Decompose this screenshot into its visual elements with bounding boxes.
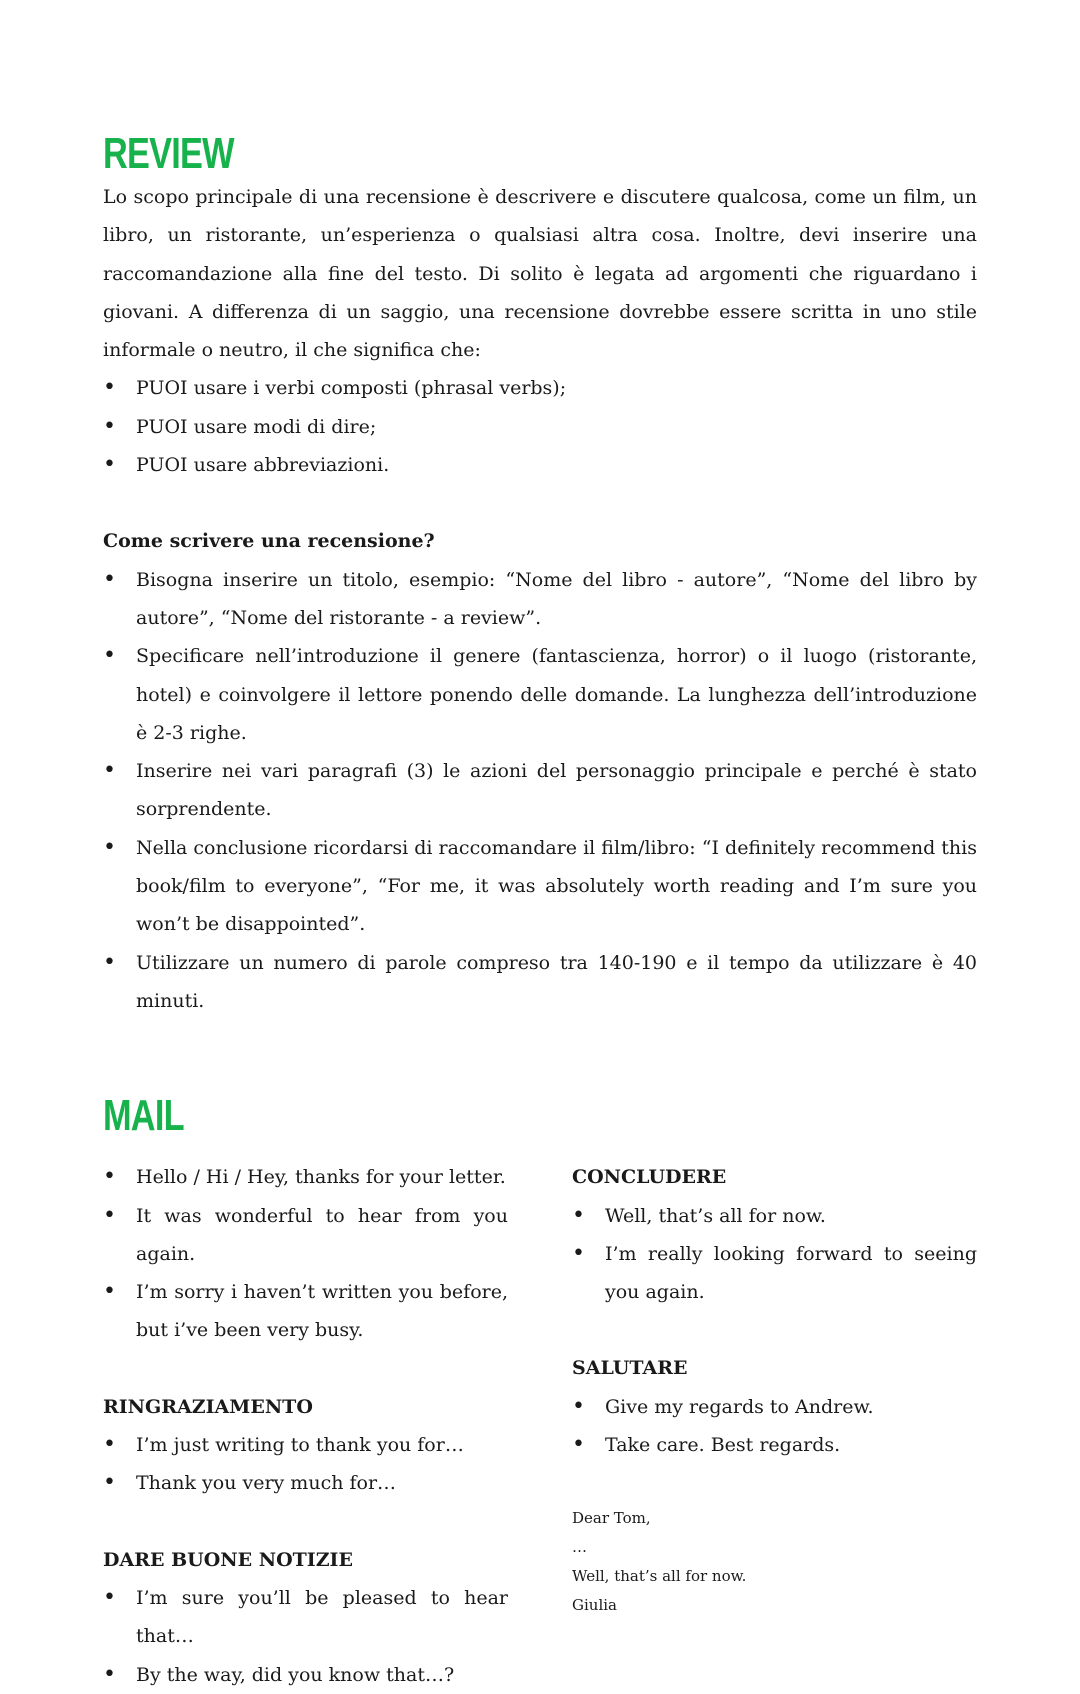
good-news-list (103, 1579, 508, 1694)
mail-columns (103, 1158, 977, 1694)
list-item: • Utilizzare un numero di parole compreso tra 140-190 e il tempo da utilizzare è 40 minuti. (103, 944, 977, 1021)
thanks-list (103, 1426, 508, 1503)
document-page (103, 130, 977, 1694)
letter-closing: Well, that’s all for now. (572, 1567, 747, 1586)
list-item: • Nella conclusione ricordarsi di raccomandare il film/libro: “I definitely recommend this book/film to everyone”, “For me, it was absolutely worth reading and I’m sure you won’t be disappointed”. (103, 829, 977, 944)
style-points-list (103, 369, 977, 484)
closing-heading: CONCLUDERE (572, 1166, 727, 1189)
list-item: • By the way, did you know that…? (103, 1656, 508, 1694)
list-item: • Inserire nei vari paragrafi (3) le azioni del personaggio principale e perché è stato sorprendente. (103, 752, 977, 829)
review-title: REVIEW (103, 129, 234, 178)
how-to-heading: Come scrivere una recensione? (103, 530, 435, 553)
opening-list (103, 1158, 508, 1349)
mail-left-column (103, 1158, 508, 1694)
list-item: • PUOI usare i verbi composti (phrasal verbs); (103, 369, 977, 407)
list-item: • Specificare nell’introduzione il genere (fantascienza, horror) o il luogo (ristorante, hotel) e coinvolgere il lettore ponendo delle domande. La lunghezza dell’introduzione è 2-3 righe. (103, 637, 977, 752)
letter-ellipsis: … (572, 1538, 587, 1557)
list-item: • I’m sorry i haven’t written you before, but i’ve been very busy. (103, 1273, 508, 1350)
list-item: • Hello / Hi / Hey, thanks for your letter. (103, 1158, 508, 1196)
list-item: • I’m really looking forward to seeing you again. (572, 1235, 977, 1312)
list-item: • I’m sure you’ll be pleased to hear that… (103, 1579, 508, 1656)
list-item: • PUOI usare abbreviazioni. (103, 446, 977, 484)
list-item: • Bisogna inserire un titolo, esempio: “Nome del libro - autore”, “Nome del libro by autore”, “Nome del ristorante - a review”. (103, 561, 977, 638)
list-item: • Well, that’s all for now. (572, 1197, 977, 1235)
list-item: • Give my regards to Andrew. (572, 1388, 977, 1426)
closing-list (572, 1197, 977, 1312)
greetings-heading: SALUTARE (572, 1357, 688, 1380)
review-intro: Lo scopo principale di una recensione è descrivere e discutere qualcosa, come un film, un libro, un ristorante, un’esperienza o qualsiasi altra cosa. Inoltre, devi inserire una raccomandazione alla fine del testo. Di solito è legata ad argomenti che riguardano i giovani. A differenza di un saggio, una recensione dovrebbe essere scritta in uno stile informale o neutro, il che significa che: (103, 186, 977, 362)
list-item: • It was wonderful to hear from you again. (103, 1197, 508, 1274)
greetings-list (572, 1388, 977, 1465)
good-news-heading: DARE BUONE NOTIZIE (103, 1548, 353, 1571)
example-letter (572, 1504, 977, 1620)
thanks-heading: RINGRAZIAMENTO (103, 1395, 313, 1418)
list-item: • I’m just writing to thank you for… (103, 1426, 508, 1464)
mail-title: MAIL (103, 1091, 184, 1141)
mail-right-column (572, 1158, 977, 1694)
list-item: • Thank you very much for… (103, 1464, 508, 1502)
list-item: • PUOI usare modi di dire; (103, 408, 977, 446)
how-to-list (103, 561, 977, 1021)
list-item: • Take care. Best regards. (572, 1426, 977, 1464)
letter-signature: Giulia (572, 1596, 617, 1615)
letter-salutation: Dear Tom, (572, 1509, 651, 1528)
